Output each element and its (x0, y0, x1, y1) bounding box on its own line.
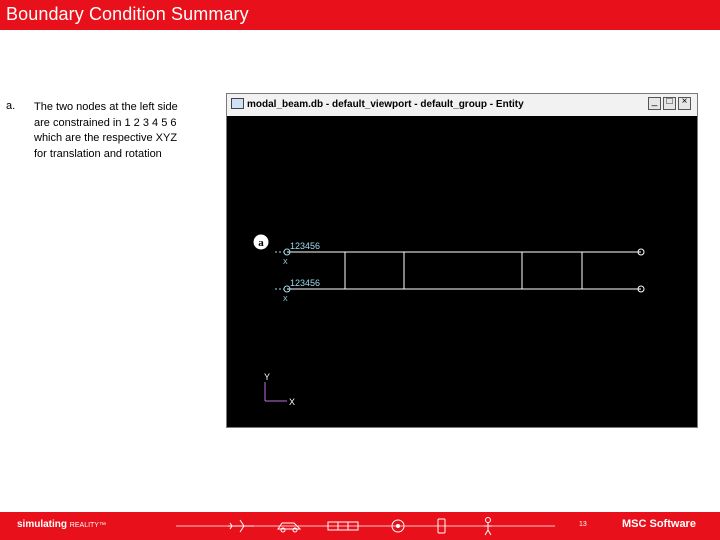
person-icon (484, 518, 492, 536)
footer-brand-bold: simulating (17, 519, 68, 530)
maximize-icon: □ (666, 96, 673, 107)
close-button[interactable] (678, 97, 691, 110)
bullet-marker: a. (6, 100, 16, 112)
header-band (0, 0, 720, 30)
footer-icon-strip (170, 512, 560, 540)
node-axis-label-lower: X (283, 296, 288, 303)
constraint-label-lower: 123456 (290, 278, 321, 288)
airplane-icon (228, 520, 254, 532)
footer-band (0, 512, 720, 540)
bullet-text: The two nodes at the left side are constrained in 1 2 3 4 5 6 which are the respective XYZ for translation and rotation (34, 101, 178, 160)
callout-label: a (258, 237, 264, 249)
minimize-icon: _ (651, 96, 658, 107)
window-titlebar[interactable] (227, 94, 697, 116)
maximize-button[interactable] (663, 97, 676, 110)
triad-x-label: X (289, 397, 296, 407)
node-axis-label-upper: X (283, 259, 288, 266)
page-title: Boundary Condition Summary (6, 4, 249, 24)
viewport-window (226, 93, 698, 428)
close-icon: × (681, 96, 688, 107)
car-icon (278, 523, 300, 532)
footer-brand (17, 519, 106, 530)
model-viewport[interactable] (227, 116, 697, 427)
msc-software-logo: MSC Software (622, 518, 696, 530)
page-number: 13 (579, 521, 587, 528)
window-app-icon[interactable] (231, 98, 244, 109)
window-title: modal_beam.db - default_viewport - default_group - Entity (247, 99, 524, 110)
minimize-button[interactable] (648, 97, 661, 110)
footer-brand-sub: REALITY™ (69, 522, 106, 529)
triad-y-label: Y (264, 372, 271, 382)
constraint-label-upper: 123456 (290, 241, 321, 251)
